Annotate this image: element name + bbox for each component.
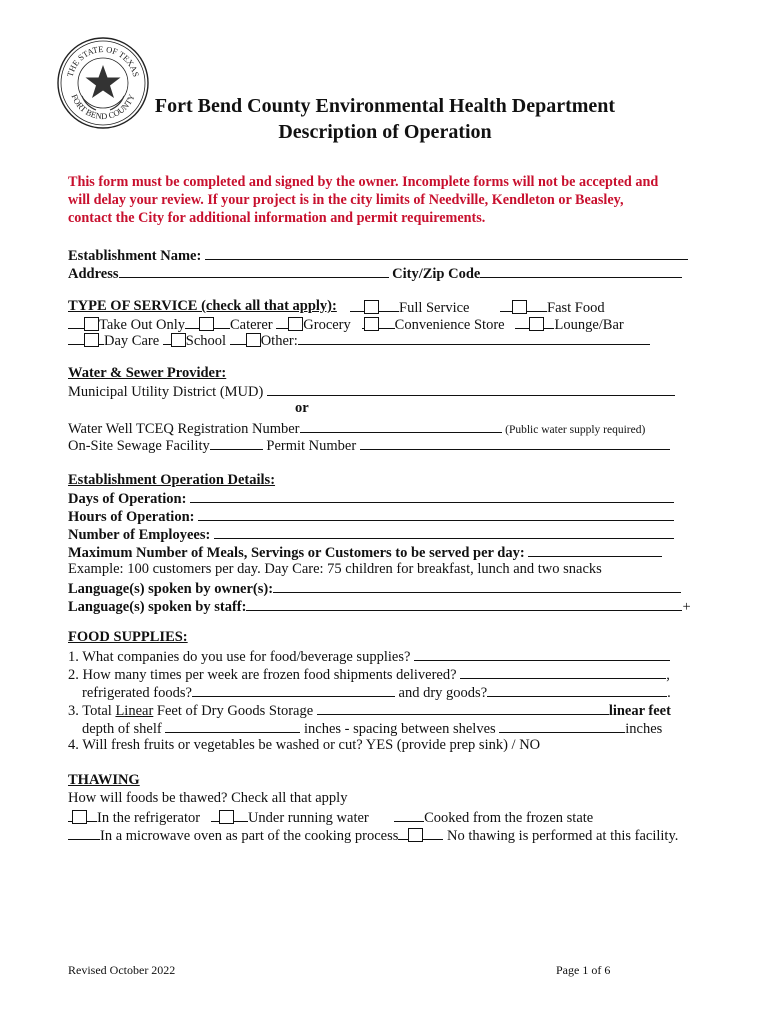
meals-label: Maximum Number of Meals, Servings or Customers to be served per day: bbox=[68, 545, 525, 561]
q3-unit: linear feet bbox=[608, 703, 671, 719]
or-text: or bbox=[295, 400, 309, 416]
employees-label: Number of Employees: bbox=[68, 527, 211, 543]
seal-top-text: THE STATE OF TEXAS bbox=[64, 43, 142, 78]
full-service-label: Full Service bbox=[399, 300, 470, 316]
full-service-checkbox[interactable] bbox=[364, 300, 379, 314]
grocery-label: Grocery bbox=[303, 317, 351, 333]
take-out-label: Take Out Only bbox=[99, 317, 185, 333]
days-row bbox=[68, 489, 674, 508]
mud-row bbox=[68, 382, 675, 401]
q3-inches2-label: inches bbox=[625, 721, 663, 737]
employees-row bbox=[68, 525, 674, 544]
other-checkbox[interactable] bbox=[246, 333, 261, 347]
well-field[interactable] bbox=[300, 419, 502, 433]
water-heading: Water & Sewer Provider: bbox=[68, 365, 227, 381]
permit-field[interactable] bbox=[360, 436, 670, 450]
q1-label: 1. What companies do you use for food/beverage supplies? bbox=[68, 649, 411, 665]
q1-row bbox=[68, 647, 670, 666]
service-heading: TYPE OF SERVICE (check all that apply): bbox=[68, 298, 337, 314]
cityzip-field[interactable] bbox=[480, 264, 682, 278]
example-text: Example: 100 customers per day. Day Care: 75 children for breakfast, lunch and two snacks bbox=[68, 561, 602, 577]
q2-refrig-field[interactable] bbox=[192, 683, 395, 697]
lang-staff-row bbox=[68, 597, 691, 616]
day-care-label: Day Care bbox=[104, 333, 160, 349]
hours-row bbox=[68, 507, 674, 526]
page-number: Page 1 of 6 bbox=[556, 963, 611, 977]
day-care-checkbox[interactable] bbox=[84, 333, 99, 347]
notice-line-1: This form must be completed and signed by the owner. Incomplete forms will not be accepted and bbox=[68, 174, 659, 190]
q3-suffix: Feet of Dry Goods Storage bbox=[153, 703, 314, 719]
lang-owner-row bbox=[68, 579, 681, 598]
septic-label: On-Site Sewage Facility bbox=[68, 438, 210, 454]
caterer-checkbox[interactable] bbox=[199, 317, 214, 331]
q3-prefix: 3. Total bbox=[68, 703, 116, 719]
meals-field[interactable] bbox=[528, 543, 662, 557]
thawing-question: How will foods be thawed? Check all that apply bbox=[68, 790, 348, 806]
fridge-label: In the refrigerator bbox=[97, 810, 201, 826]
page-subtitle: Description of Operation bbox=[278, 121, 492, 143]
school-label: School bbox=[185, 333, 227, 349]
other-field[interactable] bbox=[298, 331, 650, 345]
q3-row bbox=[68, 701, 671, 720]
q4-text: 4. Will fresh fruits or vegetables be washed or cut? YES (provide prep sink) / NO bbox=[68, 737, 541, 753]
seal-bottom-text: FORT BEND COUNTY bbox=[69, 92, 137, 122]
fast-food-label: Fast Food bbox=[547, 300, 605, 316]
q2-frozen-field[interactable] bbox=[460, 665, 666, 679]
lang-owner-label: Language(s) spoken by owner(s): bbox=[68, 581, 274, 597]
lounge-label: Lounge/Bar bbox=[554, 317, 624, 333]
q2-row-2: refrigerated foods? and dry goods? . bbox=[82, 685, 671, 701]
permit-label: Permit Number bbox=[266, 438, 357, 454]
address-field[interactable] bbox=[119, 264, 389, 278]
days-field[interactable] bbox=[190, 489, 674, 503]
service-row-3 bbox=[68, 331, 650, 350]
q3-spacing-field[interactable] bbox=[499, 719, 625, 733]
running-checkbox[interactable] bbox=[219, 810, 234, 824]
caterer-label: Caterer bbox=[229, 317, 273, 333]
q3-linear: Linear bbox=[115, 703, 154, 719]
school-checkbox[interactable] bbox=[171, 333, 186, 347]
q3-depth-label: depth of shelf bbox=[82, 721, 162, 737]
establishment-name-row bbox=[68, 246, 688, 265]
q3-depth-field[interactable] bbox=[165, 719, 300, 733]
mud-field[interactable] bbox=[267, 382, 675, 396]
convenience-checkbox[interactable] bbox=[364, 317, 379, 331]
cityzip-label: City/Zip Code bbox=[392, 266, 481, 282]
none-checkbox[interactable] bbox=[408, 828, 423, 842]
page-title: Fort Bend County Environmental Health Department bbox=[154, 95, 616, 117]
septic-field[interactable] bbox=[210, 436, 263, 450]
cooked-label: Cooked from the frozen state bbox=[424, 810, 594, 826]
lang-owner-field[interactable] bbox=[273, 579, 681, 593]
running-label: Under running water bbox=[247, 810, 369, 826]
convenience-label: Convenience Store bbox=[394, 317, 505, 333]
mud-label: Municipal Utility District (MUD) bbox=[68, 384, 264, 400]
details-heading: Establishment Operation Details: bbox=[68, 472, 276, 488]
q2-dry-field[interactable] bbox=[487, 683, 667, 697]
grocery-checkbox[interactable] bbox=[288, 317, 303, 331]
thawing-row-1 bbox=[68, 808, 593, 827]
notice-line-2: will delay your review. If your project is in the city limits of Needville, Kendleton or Beasley, bbox=[68, 192, 624, 208]
q2-label: 2. How many times per week are frozen food shipments delivered? bbox=[68, 667, 457, 683]
q2-dry-label: and dry goods? bbox=[398, 685, 488, 701]
days-label: Days of Operation: bbox=[68, 491, 187, 507]
q1-field[interactable] bbox=[414, 647, 670, 661]
microwave-label: In a microwave oven as part of the cooking process bbox=[100, 828, 399, 844]
revised-date: Revised October 2022 bbox=[68, 963, 176, 977]
lang-staff-field[interactable] bbox=[246, 597, 682, 611]
meals-row bbox=[68, 543, 662, 562]
employees-field[interactable] bbox=[214, 525, 674, 539]
lounge-checkbox[interactable] bbox=[529, 317, 544, 331]
q3-storage-field[interactable] bbox=[317, 701, 609, 715]
service-row-1 bbox=[68, 298, 337, 315]
notice-line-3: contact the City for additional information and permit requirements. bbox=[68, 210, 486, 226]
none-label: No thawing is performed at this facility. bbox=[446, 828, 679, 844]
q3-row-2 bbox=[82, 719, 662, 738]
address-label: Address bbox=[68, 266, 119, 282]
q2-refrig-label: refrigerated foods? bbox=[82, 685, 192, 701]
septic-row bbox=[68, 436, 670, 455]
q3-inches-label: inches - spacing between shelves bbox=[303, 721, 496, 737]
other-label: Other: bbox=[260, 333, 298, 349]
thawing-row-2 bbox=[68, 826, 678, 845]
lang-staff-label: Language(s) spoken by staff: bbox=[68, 599, 247, 615]
address-row bbox=[68, 264, 682, 283]
establishment-name-label: Establishment Name: bbox=[68, 248, 202, 264]
hours-field[interactable] bbox=[198, 507, 674, 521]
q2-row: 2. How many times per week are frozen food shipments delivered? , bbox=[68, 667, 670, 683]
well-note: (Public water supply required) bbox=[505, 424, 646, 436]
take-out-checkbox[interactable] bbox=[84, 317, 99, 331]
fridge-checkbox[interactable] bbox=[72, 810, 87, 824]
fast-food-checkbox[interactable] bbox=[512, 300, 527, 314]
well-label: Water Well TCEQ Registration Number bbox=[68, 421, 300, 437]
hours-label: Hours of Operation: bbox=[68, 509, 195, 525]
thawing-heading: THAWING bbox=[68, 772, 140, 788]
establishment-name-field[interactable] bbox=[205, 246, 688, 260]
plus-mark: + bbox=[682, 599, 691, 615]
food-heading: FOOD SUPPLIES: bbox=[68, 629, 188, 645]
microwave-checkbox[interactable] bbox=[68, 826, 100, 840]
cooked-checkbox[interactable] bbox=[394, 808, 424, 822]
